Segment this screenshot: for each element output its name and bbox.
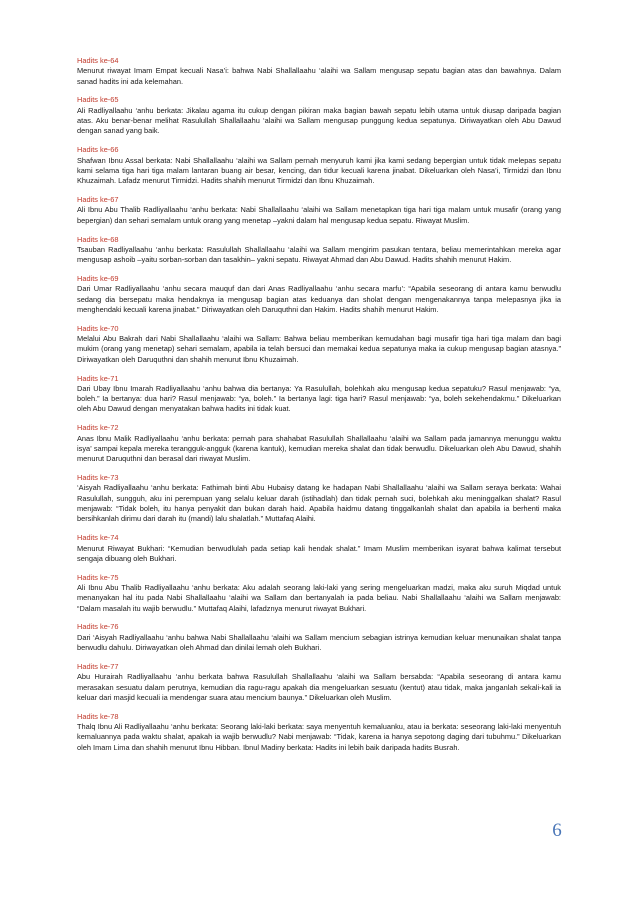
hadith-entry [77, 145, 561, 186]
hadith-text: Abu Hurairah Radliyallaahu ‘anhu berkata bahwa Rasulullah Shallallaahu ‘alaihi wa Sallam bersabda: “Apabila seseorang di antara kamu merasakan sesuatu dalam perutnya, kemudian dia ragu-ragu apakah dia mengeluarkan sesuatu (kentut) atau tidak, maka janganlah sekali-kali ia keluar dari masjid kecuali ia mendengar suara atau mencium baunya.” Dikeluarkan oleh Muslim. [77, 672, 561, 702]
hadith-text: Ali Radliyallaahu ‘anhu berkata: Jikalau agama itu cukup dengan pikiran maka bagian bawah sepatu lebih utama untuk diusap daripada bagian atas. Aku benar-benar melihat Rasulullah Shallallaahu ‘alaihi wa Sallam mengusap punggung kedua sepatunya. Diriwayatkan oleh Abu Dawud dengan sanad yang baik. [77, 105, 561, 136]
hadith-entry [77, 573, 561, 614]
hadith-text: ‘Aisyah Radliyallaahu ‘anhu berkata: Fathimah binti Abu Hubaisy datang ke hadapan Nabi Shallallaahu ‘alaihi wa Sallam seraya berkata: Wahai Rasulullah, sungguh, aku ini perempuan yang selalu keluar darah (istihadlah) dan tidak pernah suci, bolehkah aku meninggalkan shalat? Rasul menjawab: “Tidak boleh, itu hanya penyakit dan bukan darah haid. Apabila haidmu datang tinggalkanlah shalat dan apabila ia berhenti maka bersihkanlah dirimu dari darah itu (mandi) lalu shalatlah.” Muttafaq Alaihi. [77, 483, 561, 524]
hadith-text: Tsauban Radliyallaahu ‘anhu berkata: Rasulullah Shallallaahu ‘alaihi wa Sallam mengirim pasukan tentara, beliau memerintahkan mereka agar mengusap ashoib –yaitu sorban-sorban dan tasakhin– yakni sepatu. Riwayat Ahmad dan Abu Dawud. Hadits shahih menurut Hakim. [77, 244, 561, 265]
hadith-entry [77, 662, 561, 703]
hadith-title: Hadits ke-64 [77, 56, 119, 65]
hadith-text: Melalui Abu Bakrah dari Nabi Shallallaahu ‘alaihi wa Sallam: Bahwa beliau memberikan kemudahan bagi musafir tiga hari tiga malam dan bagi mukim (orang yang menetap) sehari semalam, apabila ia telah bersuci dan memakai kedua sepatunya maka ia cukup mengusap bagian atasnya.” Diriwayatkan oleh Daruquthni dan shahih menurut Ibnu Khuzaimah. [77, 334, 561, 364]
hadith-text: Dari Umar Radliyallaahu ‘anhu secara mauquf dan dari Anas Radliyallaahu ‘anhu secara marfu’: “Apabila seseorang di antara kamu berwudlu sedang dia bersepatu maka hendaknya ia mengusap bagian atas keduanya dan sholat dengan mengenakannya tanpa melepasnya jika ia menghendaki kecuali karena jinabat.” Diriwayatkan oleh Daruquthni dan Hakim. Hadits shahih menurut Hakim. [77, 284, 561, 314]
hadith-text: Anas Ibnu Malik Radliyallaahu ‘anhu berkata: pernah para shahabat Rasulullah Shallallaahu ‘alaihi wa Sallam pada jamannya menunggu waktu isya’ sampai kepala mereka terangguk-angguk (karena kantuk), kemudian mereka shalat dan tidak berwudlu. Dikeluarkan oleh Abu Dawud, shahih menurut Daruquthni dan berasal dari riwayat Muslim. [77, 433, 561, 464]
hadith-text: Ali Ibnu Abu Thalib Radliyallaahu ‘anhu berkata: Nabi Shallallaahu ‘alaihi wa Sallam menetapkan tiga hari tiga malam untuk musafir (orang yang bepergian) dan sehari semalam untuk orang yang menetap –yakni dalam hal mengusap kedua sepatu. Riwayat Muslim. [77, 205, 561, 225]
hadith-title: Hadits ke-76 [77, 622, 119, 632]
page-number: 6 [552, 820, 562, 841]
hadith-entry [77, 95, 561, 136]
hadith-title: Hadits ke-74 [77, 533, 119, 543]
hadith-entry [77, 56, 561, 87]
hadith-title: Hadits ke-68 [77, 234, 119, 244]
hadith-entry [77, 235, 561, 266]
hadith-text: Shafwan Ibnu Assal berkata: Nabi Shallallaahu ‘alaihi wa Sallam pernah menyuruh kami jika kami sedang bepergian untuk tidak melepas sepatu kami selama tiga hari tiga malam lantaran buang air besar, kencing, dan tidur kecuali karena jinabat. Dikeluarkan oleh Nasa’i, Tirmidzi dan Ibnu Khuzaimah. Lafadz menurut Tirmidzi. Hadits shahih menurut Tirmidzi dan Ibnu Khuzaimah. [77, 155, 561, 186]
hadith-entry [77, 374, 561, 415]
hadith-title: Hadits ke-72 [77, 423, 119, 433]
hadith-entry [77, 324, 561, 365]
hadith-entry [77, 533, 561, 564]
hadith-title: Hadits ke-78 [77, 711, 119, 721]
hadith-text: Thalq Ibnu Ali Radliyallaahu ‘anhu berkata: Seorang laki-laki berkata: saya menyentuh kemaluanku, atau ia berkata: seseorang laki-laki menyentuh kemaluannya pada waktu shalat, apakah ia wajib berwudlu? Nabi menjawab: “Tidak, karena ia hanya sepotong daging dari tubuhmu.” Dikeluarkan oleh Imam Lima dan shahih menurut Ibnu Hibban. Ibnul Madiny berkata: Hadits ini lebih baik daripada hadits Busrah. [77, 722, 561, 752]
hadith-text: Dari Ubay Ibnu Imarah Radliyallaahu ‘anhu bahwa dia bertanya: Ya Rasulullah, bolehkah aku mengusap kedua sepatuku? Rasul menjawab: “ya, boleh.” Ia bertanya: dua hari? Rasul menjawab: “ya, boleh.” Ia bertanya lagi: tiga hari? Rasul menjawab: “ya, boleh sekehendakmu.” Dikeluarkan oleh Abu Dawud dengan menyatakan bahwa hadits ini tidak kuat. [77, 383, 561, 414]
hadith-title: Hadits ke-65 [77, 95, 119, 105]
hadith-entry [77, 622, 561, 653]
hadith-title: Hadits ke-73 [77, 473, 119, 483]
hadith-entry [77, 473, 561, 524]
document-page [77, 56, 561, 762]
hadith-title: Hadits ke-77 [77, 661, 119, 671]
hadith-title: Hadits ke-71 [77, 373, 119, 383]
hadith-entry [77, 423, 561, 464]
hadith-text: Ali Ibnu Abu Thalib Radliyallaahu ‘anhu berkata: Aku adalah seorang laki-laki yang sering mengeluarkan madzi, maka aku suruh Miqdad untuk menanyakan hal itu pada Nabi Shallallaahu ‘alaihi wa Sallam dan bertanyalah ia pada beliau. Nabi Shallallaahu ‘alaihi wa Sallam menjawab: “Dalam masalah itu wajib berwudlu.” Muttafaq Alaihi, lafadznya menurut riwayat Bukhari. [77, 583, 561, 613]
hadith-entry [77, 274, 561, 315]
hadith-title: Hadits ke-67 [77, 195, 119, 205]
hadith-title: Hadits ke-69 [77, 274, 119, 284]
hadith-entry [77, 195, 561, 226]
hadith-text: Dari ‘Aisyah Radliyallaahu ‘anhu bahwa Nabi Shallallaahu ‘alaihi wa Sallam mencium sebagian istrinya kemudian keluar menunaikan shalat tanpa berwudlu dahulu. Diriwayatkan oleh Ahmad dan dinilai lemah oleh Bukhari. [77, 632, 561, 653]
hadith-entry [77, 712, 561, 753]
hadith-title: Hadits ke-70 [77, 323, 119, 333]
hadith-title: Hadits ke-75 [77, 572, 119, 582]
hadith-text: Menurut Riwayat Bukhari: “Kemudian berwudlulah pada setiap kali hendak shalat.” Imam Muslim memberikan isyarat bahwa kalimat tersebut sengaja dibuang oleh Bukhari. [77, 543, 561, 563]
hadith-text: Menurut riwayat Imam Empat kecuali Nasa’i: bahwa Nabi Shallallaahu ‘alaihi wa Sallam mengusap sepatu bagian atas dan bawahnya. Dalam sanad hadits ini ada kelemahan. [77, 66, 561, 86]
hadith-title: Hadits ke-66 [77, 145, 119, 155]
